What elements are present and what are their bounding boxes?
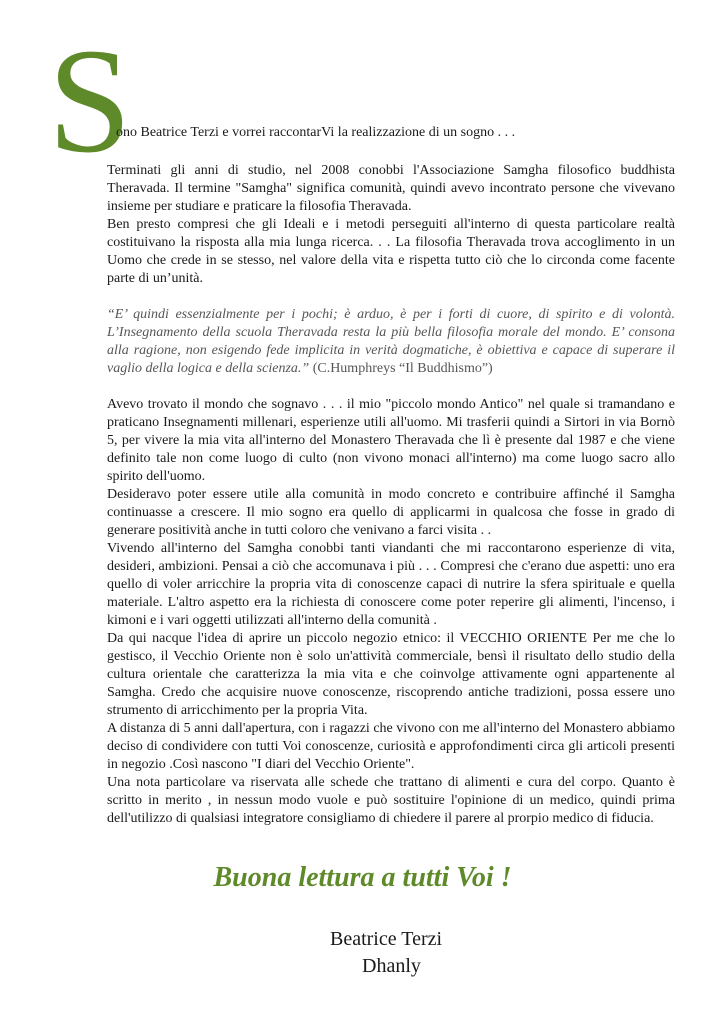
paragraph: Desideravo poter essere utile alla comunità in modo concreto e contribuire affinché il Samgha continuasse a crescere. Il mio sogno era quello di applicarmi in qualcosa che fosse in grado di generare positività anche in tutti coloro che venivano a farci visita . . <box>107 487 675 538</box>
quote-text: “E’ quindi essenzialmente per i pochi; è arduo, è per i forti di cuore, di spirito e di volontà. L’Insegnamento della scuola Theravada resta la più bella filosofia morale del mondo. E’ consona alla ragione, non esigendo fede implicita in verità dogmatiche, è obiettiva e capace di superare il vaglio della logica e della scienza.” <box>107 307 675 376</box>
signature-name: Beatrice Terzi <box>330 928 443 950</box>
signature-alias: Dhanly <box>362 955 421 977</box>
intro-line: ono Beatrice Terzi e vorrei raccontarVi la realizzazione di un sogno . . . <box>116 125 516 140</box>
drop-cap-letter: S <box>48 18 132 184</box>
paragraph: Da qui nacque l'idea di aprire un piccolo negozio etnico: il VECCHIO ORIENTE Per me che lo gestisco, il Vecchio Oriente non è solo un'attività commerciale, bensì il risultato dello studio della cultura orientale che caratterizza la mia vita e che coinvolge attivamente ogni appartenente al Samgha. Credo che acquisire nuove conoscenze, riscoprendo antiche tradizioni, possa essere uno strumento di arricchimento per la propria Vita. <box>107 631 675 718</box>
paragraph: Terminati gli anni di studio, nel 2008 conobbi l'Associazione Samgha filosofico buddhista Theravada. Il termine "Samgha" significa comunità, quindi avevo incontrato persone che vivevano insieme per studiare e praticare la filosofia Theravada. <box>107 163 675 214</box>
closing-greeting: Buona lettura a tutti Voi ! <box>213 862 512 893</box>
quote-block <box>107 306 675 378</box>
paragraph: Una nota particolare va riservata alle schede che trattano di alimenti e cura del corpo. Quanto è scritto in merito , in nessun modo vuole e può sostituire l'opinione di un medico, quindi prima dell'utilizzo di qualsiasi integratore consigliamo di chiedere il parere al prorpio medico di fiducia. <box>107 775 675 826</box>
quote-source: (C.Humphreys “Il Buddhismo”) <box>312 361 493 376</box>
letter-body <box>107 162 675 828</box>
paragraph: A distanza di 5 anni dall'apertura, con i ragazzi che vivono con me all'interno del Monastero abbiamo deciso di condividere con tutti Voi conoscenze, curiosità e approfondimenti circa gli articoli presenti in negozio .Così nascono "I diari del Vecchio Oriente". <box>107 721 675 772</box>
paragraph: Vivendo all'interno del Samgha conobbi tanti viandanti che mi raccontarono esperienze di vita, desideri, ambizioni. Pensai a ciò che accomunava i più . . . Compresi che c'erano due aspetti: uno era quello di voler arricchire la propria vita di conoscenze capaci di nutrire la sfera spirituale e quella materiale. L'altro aspetto era la richiesta di conoscere come poter reperire gli alimenti, l'incenso, i kimoni e i vari oggetti utilizzati all'interno della comunità . <box>107 541 675 628</box>
paragraph: Avevo trovato il mondo che sognavo . . . il mio "piccolo mondo Antico" nel quale si tramandano e praticano Insegnamenti millenari, esperienze utili all'uomo. Mi trasferii quindi a Sirtori in via Bornò 5, per vivere la mia vita all'interno del Monastero Theravada che lì è presente dal 1987 e che viene definito tale non come luogo di culto (non vivono monaci all'interno) ma come luogo sacro allo spirito dell'uomo. <box>107 397 675 484</box>
paragraph: Ben presto compresi che gli Ideali e i metodi perseguiti all'interno di questa particolare realtà costituivano la risposta alla mia lunga ricerca. . . La filosofia Theravada trova accoglimento in un Uomo che crede in se stesso, nel valore della vita e rispetta tutto ciò che lo circonda come facente parte di un’unità. <box>107 217 675 286</box>
